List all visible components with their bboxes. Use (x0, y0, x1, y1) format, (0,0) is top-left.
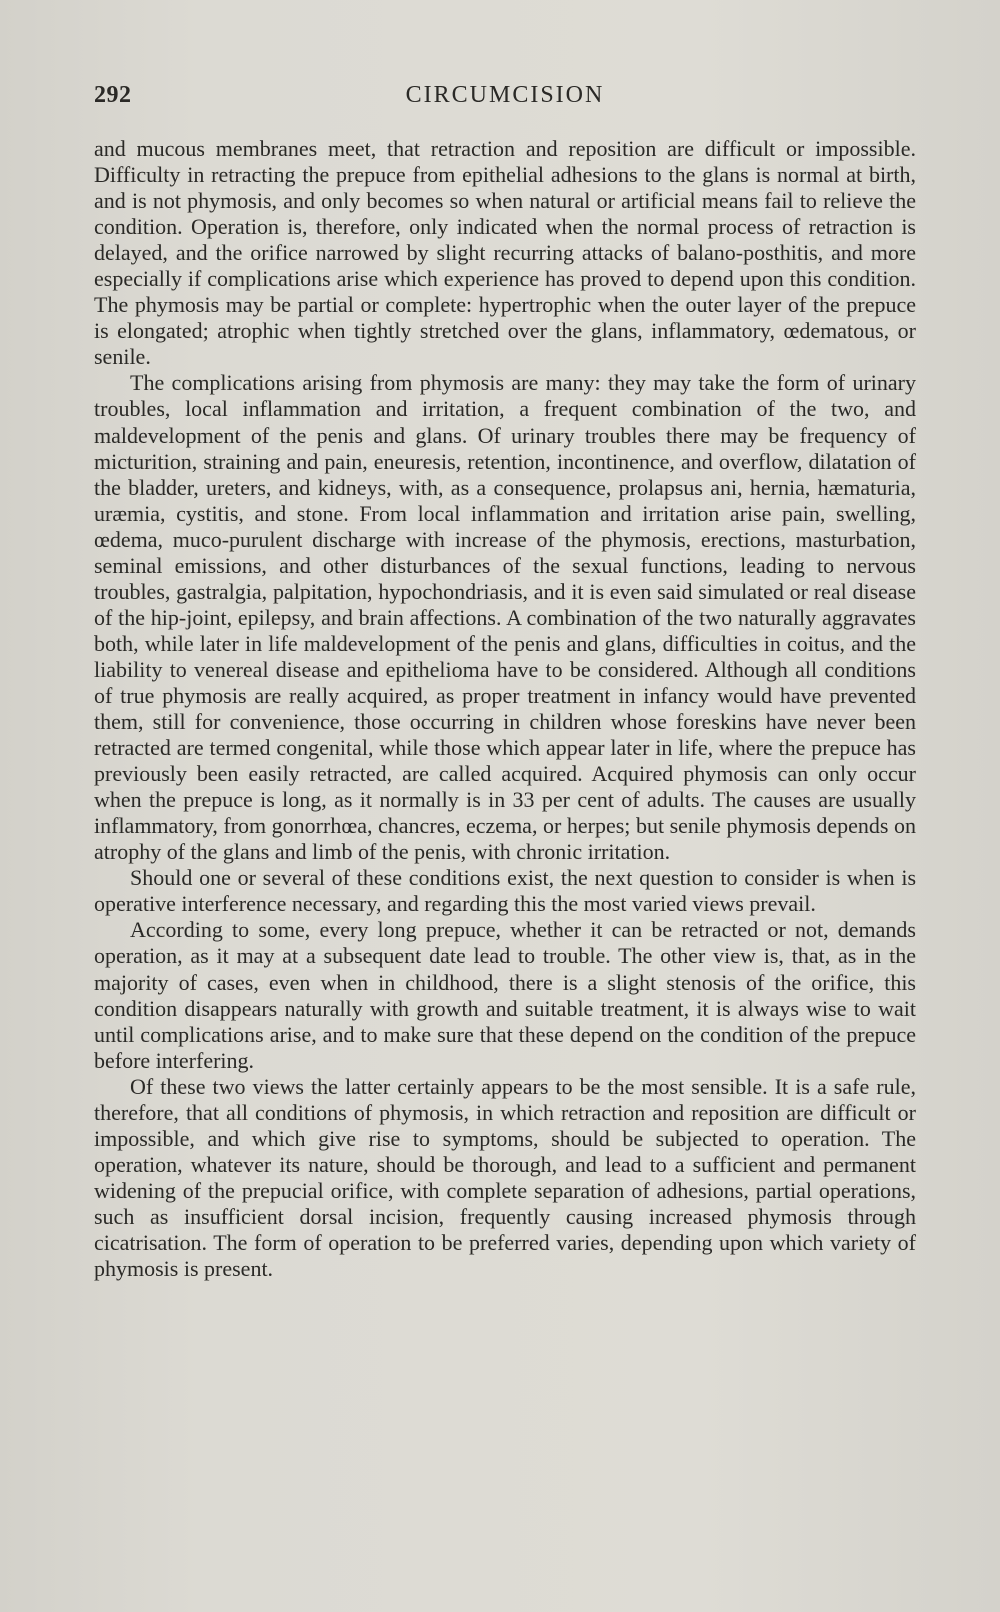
paragraph: and mucous membranes meet, that retraction and reposition are difficult or impossible. Difficulty in retracting the prepuce from epithelial adhesions to the glans is normal at birth, and is not phymosis, and only becomes so when natural or artificial means fail to relieve the condition. Operation is, therefore, only indicated when the normal process of retraction is delayed, and the orifice narrowed by slight recurring attacks of balano-posthitis, and more especially if complications arise which experience has proved to depend upon this condition. The phymosis may be partial or complete: hypertrophic when the outer layer of the prepuce is elongated; atrophic when tightly stretched over the glans, inflammatory, œdematous, or senile. (94, 136, 916, 370)
paragraph: Of these two views the latter certainly appears to be the most sensible. It is a safe rule, therefore, that all conditions of phymosis, in which retraction and reposition are difficult or impossible, and which give rise to symptoms, should be subjected to operation. The operation, whatever its nature, should be thorough, and lead to a sufficient and permanent widening of the prepucial orifice, with complete separation of adhesions, partial operations, such as insufficient dorsal incision, frequently causing increased phymosis through cicatrisation. The form of operation to be preferred varies, depending upon which variety of phymosis is present. (94, 1073, 916, 1282)
page-header (94, 82, 916, 118)
paragraph: Should one or several of these conditions exist, the next question to consider is when is operative interference necessary, and regarding this the most varied views prevail. (94, 865, 916, 917)
body-text (94, 136, 916, 1282)
running-title: CIRCUMCISION (405, 82, 605, 108)
paragraph: According to some, every long prepuce, whether it can be retracted or not, demands operation, as it may at a subsequent date lead to trouble. The other view is, that, as in the majority of cases, even when in childhood, there is a slight stenosis of the orifice, this condition disappears naturally with growth and suitable treatment, it is always wise to wait until complications arise, and to make sure that these depend on the condition of the prepuce before interfering. (94, 917, 916, 1073)
paragraph: The complications arising from phymosis are many: they may take the form of urinary troubles, local inflammation and irritation, a frequent combination of the two, and maldevelopment of the penis and glans. Of urinary troubles there may be frequency of micturition, straining and pain, eneuresis, retention, incontinence, and overflow, dilatation of the bladder, ureters, and kidneys, with, as a consequence, prolapsus ani, hernia, hæmaturia, uræmia, cystitis, and stone. From local inflammation and irritation arise pain, swelling, œdema, muco-purulent discharge with increase of the phymosis, erections, masturbation, seminal emissions, and other disturbances of the sexual functions, leading to nervous troubles, gastralgia, palpitation, hypochondriasis, and it is even said simulated or real disease of the hip-joint, epilepsy, and brain affections. A combination of the two naturally aggravates both, while later in life maldevelopment of the penis and glans, difficulties in coitus, and the liability to venereal disease and epithelioma have to be considered. Although all conditions of true phymosis are really acquired, as proper treatment in infancy would have prevented them, still for convenience, those occurring in children whose foreskins have never been retracted are termed congenital, while those which appear later in life, where the prepuce has previously been easily retracted, are called acquired. Acquired phymosis can only occur when the prepuce is long, as it normally is in 33 per cent of adults. The causes are usually inflammatory, from gonorrhœa, chancres, eczema, or herpes; but senile phymosis depends on atrophy of the glans and limb of the penis, with chronic irritation. (94, 370, 916, 865)
page-number: 292 (94, 82, 132, 108)
